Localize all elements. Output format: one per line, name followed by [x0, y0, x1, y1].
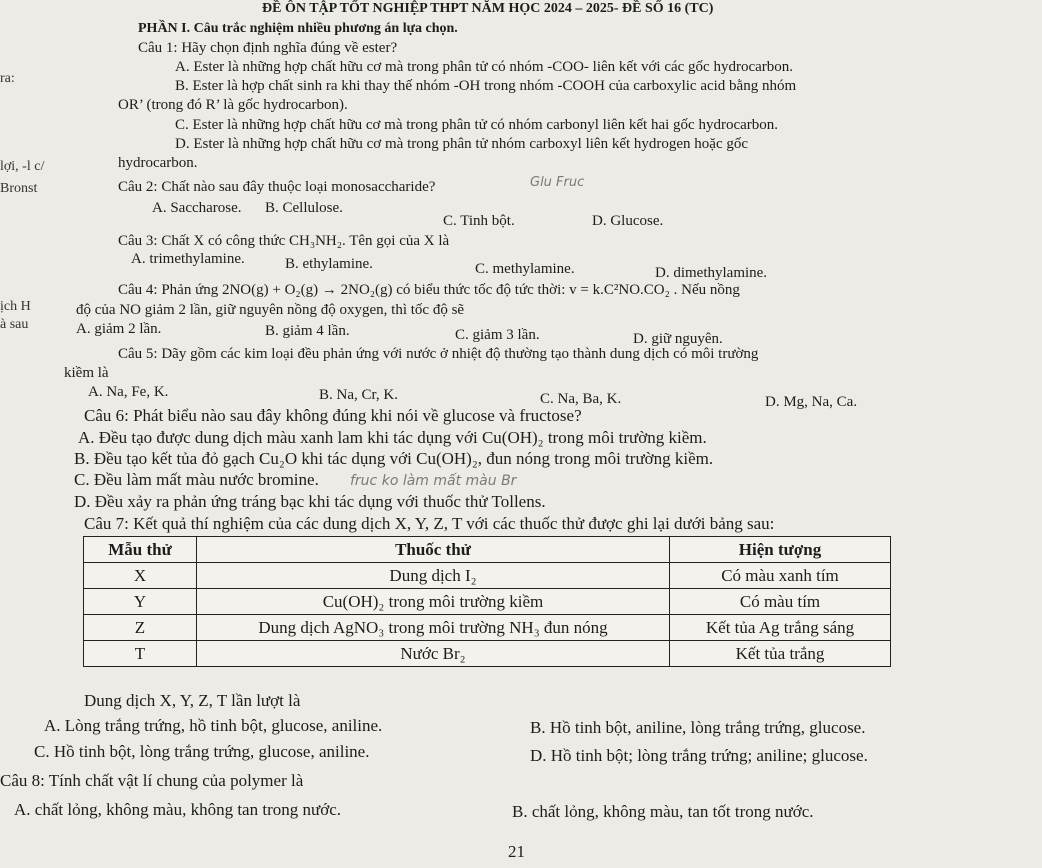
q7-followup: Dung dịch X, Y, Z, T lần lượt là	[84, 691, 301, 710]
q7-option-c: C. Hồ tinh bột, lòng trắng trứng, glucose, aniline.	[34, 742, 370, 761]
question-5-stem: Câu 5: Dãy gồm các kim loại đều phản ứng với nước ở nhiệt độ thường tạo thành dung dịch có môi trường	[118, 346, 759, 362]
margin-fragment: lợi, -l c/	[0, 159, 45, 174]
q4-option-b: B. giảm 4 lần.	[265, 323, 350, 339]
q1-option-b-cont: OR’ (trong đó R’ là gốc hydrocarbon).	[118, 97, 348, 113]
q1-option-d: D. Ester là những hợp chất hữu cơ mà trong phân tử nhóm carboxyl liên kết hydrogen hoặc gốc	[175, 136, 749, 152]
q3-option-a: A. trimethylamine.	[131, 251, 245, 267]
q6-option-c: C. Đều làm mất màu nước bromine.	[74, 470, 319, 489]
table-row	[84, 589, 891, 615]
q1-option-d-cont: hydrocarbon.	[118, 155, 198, 171]
margin-fragment: à sau	[0, 317, 29, 332]
question-4-stem-cont: độ của NO giảm 2 lần, giữ nguyên nồng độ oxygen, thì tốc độ sẽ	[76, 302, 465, 318]
handwritten-note: Glu Fruc	[530, 175, 585, 190]
q2-option-d: D. Glucose.	[592, 213, 664, 229]
q4-option-d: D. giữ nguyên.	[633, 331, 723, 347]
question-8-stem: Câu 8: Tính chất vật lí chung của polymer là	[0, 771, 304, 790]
q4-option-a: A. giảm 2 lần.	[76, 321, 162, 337]
question-4-stem: Câu 4: Phản ứng 2NO(g) + O₂(g) → 2NO₂(g) có biểu thức tốc độ tức thời: v = k.C²NO.CO₂ . Nếu nồng	[118, 282, 740, 298]
q8-option-a: A. chất lỏng, không màu, không tan trong nước.	[14, 800, 341, 819]
part-heading: PHẦN I. Câu trắc nghiệm nhiều phương án lựa chọn.	[138, 21, 458, 36]
q7-option-b: B. Hồ tinh bột, aniline, lòng trắng trứng, glucose.	[530, 718, 866, 737]
q1-option-c: C. Ester là những hợp chất hữu cơ mà trong phân tử có nhóm carbonyl liên kết hai gốc hydrocarbon.	[175, 117, 779, 133]
q1-option-a: A. Ester là những hợp chất hữu cơ mà trong phân tử có nhóm -COO- liên kết với các gốc hydrocarbon.	[175, 59, 794, 75]
q8-option-b: B. chất lỏng, không màu, tan tốt trong nước.	[512, 802, 814, 821]
q2-option-a: A. Saccharose.	[152, 200, 242, 216]
table-header-row	[84, 537, 891, 563]
table-cell: Nước Br₂	[197, 641, 670, 667]
margin-fragment: ra:	[0, 71, 15, 86]
q4-option-c: C. giảm 3 lần.	[455, 327, 540, 343]
table-row	[84, 615, 891, 641]
q2-option-b: B. Cellulose.	[265, 200, 343, 216]
page-number: 21	[508, 842, 525, 861]
column-header: Mẫu thử	[84, 537, 197, 563]
table-row	[84, 641, 891, 667]
q7-option-d: D. Hồ tinh bột; lòng trắng trứng; aniline; glucose.	[530, 746, 868, 765]
table-cell: Có màu tím	[670, 589, 891, 615]
q6-option-b: B. Đều tạo kết tủa đỏ gạch Cu₂O khi tác dụng với Cu(OH)₂, đun nóng trong môi trường kiềm.	[74, 449, 714, 468]
q2-option-c: C. Tinh bột.	[443, 213, 515, 229]
column-header: Hiện tượng	[670, 537, 891, 563]
question-6-stem: Câu 6: Phát biểu nào sau đây không đúng khi nói về glucose và fructose?	[84, 406, 582, 425]
q6-option-d: D. Đều xảy ra phản ứng tráng bạc khi tác dụng với thuốc thử Tollens.	[74, 492, 546, 511]
question-2-stem: Câu 2: Chất nào sau đây thuộc loại monosaccharide?	[118, 179, 436, 195]
table-cell: X	[84, 563, 197, 589]
table-cell: Z	[84, 615, 197, 641]
q5-option-b: B. Na, Cr, K.	[319, 387, 398, 403]
q1-option-b: B. Ester là hợp chất sinh ra khi thay thế nhóm -OH trong nhóm -COOH của carboxylic acid bằng nhóm	[175, 78, 797, 94]
table-cell: Kết tủa trắng	[670, 641, 891, 667]
question-5-stem-cont: kiềm là	[64, 365, 109, 381]
table-cell: T	[84, 641, 197, 667]
column-header: Thuốc thử	[197, 537, 670, 563]
table-cell: Kết tủa Ag trắng sáng	[670, 615, 891, 641]
margin-fragment: ịch H	[0, 299, 31, 314]
table-cell: Cu(OH)₂ trong môi trường kiềm	[197, 589, 670, 615]
table-cell: Dung dịch AgNO₃ trong môi trường NH₃ đun nóng	[197, 615, 670, 641]
table-cell: Có màu xanh tím	[670, 563, 891, 589]
table-cell: Y	[84, 589, 197, 615]
results-table	[83, 536, 891, 667]
exam-title: ĐỀ ÔN TẬP TỐT NGHIỆP THPT NĂM HỌC 2024 – 2025- ĐỀ SỐ 16 (TC)	[262, 1, 714, 16]
table-cell: Dung dịch I₂	[197, 563, 670, 589]
table-row	[84, 563, 891, 589]
q7-option-a: A. Lòng trắng trứng, hồ tinh bột, glucose, aniline.	[44, 716, 383, 735]
question-7-stem: Câu 7: Kết quả thí nghiệm của các dung dịch X, Y, Z, T với các thuốc thử được ghi lại dưới bảng sau:	[84, 514, 775, 533]
q3-option-c: C. methylamine.	[475, 261, 575, 277]
handwritten-note: fruc ko làm mất màu Br	[350, 473, 517, 489]
margin-fragment: Bronst	[0, 181, 38, 196]
question-3-stem: Câu 3: Chất X có công thức CH₃NH₂. Tên gọi của X là	[118, 233, 450, 249]
q3-option-b: B. ethylamine.	[285, 256, 373, 272]
q5-option-d: D. Mg, Na, Ca.	[765, 394, 858, 410]
q5-option-a: A. Na, Fe, K.	[88, 384, 169, 400]
q3-option-d: D. dimethylamine.	[655, 265, 768, 281]
question-1-stem: Câu 1: Hãy chọn định nghĩa đúng về ester?	[138, 40, 398, 56]
q5-option-c: C. Na, Ba, K.	[540, 391, 622, 407]
q6-option-a: A. Đều tạo được dung dịch màu xanh lam khi tác dụng với Cu(OH)₂ trong môi trường kiềm.	[78, 428, 707, 447]
